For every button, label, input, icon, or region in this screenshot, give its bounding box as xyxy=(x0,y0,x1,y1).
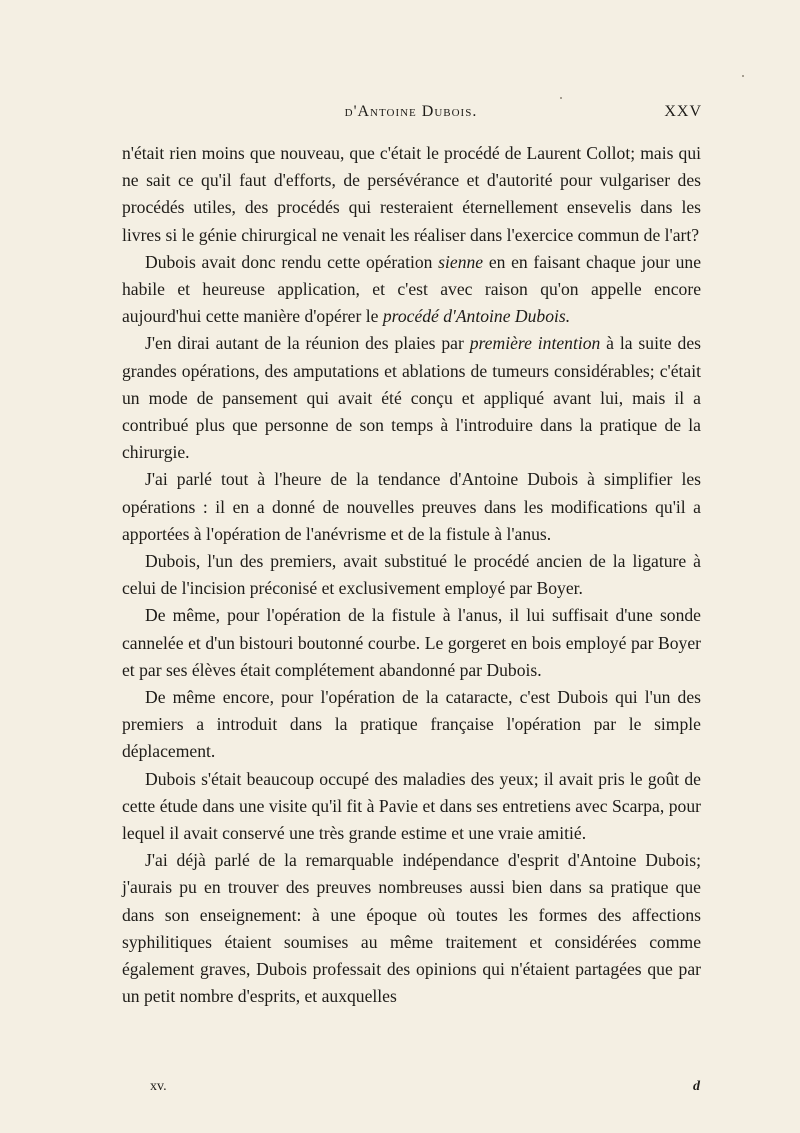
italic-text: procédé d'Antoine Dubois. xyxy=(382,306,571,327)
text-run: à la suite des grandes opérations, des amputations et ablations de tumeurs considérables; c'était un mode de pansement qui avait été conçu et appliqué avant lui, mais il a contribué plus que personne de son temps à l'introduire dans la pratique de la chirurgie. xyxy=(122,333,701,463)
paragraph xyxy=(122,330,701,466)
paragraph xyxy=(122,684,701,766)
page-footer xyxy=(150,1079,700,1101)
text-run: Dubois avait donc rendu cette opération xyxy=(145,251,439,272)
signature-mark: d xyxy=(693,1079,700,1094)
paragraph xyxy=(122,140,701,249)
running-header xyxy=(120,103,702,129)
text-run: Dubois, l'un des premiers, avait substitué le procédé ancien de la ligature à celui de l'incision préconisé et exclusivement employé par Boyer. xyxy=(122,551,701,599)
paragraph xyxy=(122,249,701,331)
text-run: J'en dirai autant de la réunion des plaies par xyxy=(145,333,470,354)
text-run: Dubois s'était beaucoup occupé des maladies des yeux; il avait pris le goût de cette étude dans une visite qu'il fit à Pavie et dans ses entretiens avec Scarpa, pour lequel il avait conservé une très grande estime et une vraie amitié. xyxy=(122,768,701,844)
paragraph xyxy=(122,548,701,602)
paper-speck xyxy=(560,97,562,99)
italic-text: sienne xyxy=(438,251,484,272)
running-title: d'Antoine Dubois. xyxy=(344,103,478,120)
text-run: J'ai déjà parlé de la remarquable indépendance d'esprit d'Antoine Dubois; j'aurais pu en trouver des preuves nombreuses aussi bien dans sa pratique que dans son enseignement: à une époque où toutes les formes des affections syphilitiques étaient soumises au même traitement et considérées comme également graves, Dubois professait des opinions qui n'étaient partagées que par un petit nombre d'esprits, et auxquelles xyxy=(122,850,701,1007)
text-run: n'était rien moins que nouveau, que c'était le procédé de Laurent Collot; mais qui ne sait ce qu'il faut d'efforts, de persévérance et d'autorité pour vulgariser des procédés utiles, des procédés qui resteraient éternellement ensevelis dans les livres si le génie chirurgical ne venait les réaliser dans l'exercice commun de l'art? xyxy=(122,143,701,245)
italic-text: première intention xyxy=(469,333,601,354)
page-number: XXV xyxy=(664,103,702,120)
paper-speck xyxy=(742,75,744,77)
text-run: J'ai parlé tout à l'heure de la tendance d'Antoine Dubois à simplifier les opérations : il en a donné de nouvelles preuves dans les modifications qu'il a apportées à l'opération de l'anévrisme et de la fistule à l'anus. xyxy=(122,469,701,544)
text-run: en en faisant chaque jour une habile et heureuse application, et c'est avec raison qu'on appelle encore aujourd'hui cette manière d'opérer le xyxy=(122,251,701,327)
body-text xyxy=(122,140,701,1011)
text-run: De même encore, pour l'opération de la cataracte, c'est Dubois qui l'un des premiers a introduit dans la pratique française l'opération par le simple déplacement. xyxy=(122,687,701,762)
paragraph xyxy=(122,766,701,848)
paragraph xyxy=(122,602,701,684)
text-run: De même, pour l'opération de la fistule à l'anus, il lui suffisait d'une sonde cannelée et d'un bistouri boutonné courbe. Le gorgeret en bois employé par Boyer et par ses élèves était complétement abandonné par Dubois. xyxy=(122,605,701,680)
paragraph xyxy=(122,847,701,1010)
signature-number: xv. xyxy=(150,1079,167,1094)
paragraph xyxy=(122,466,701,548)
